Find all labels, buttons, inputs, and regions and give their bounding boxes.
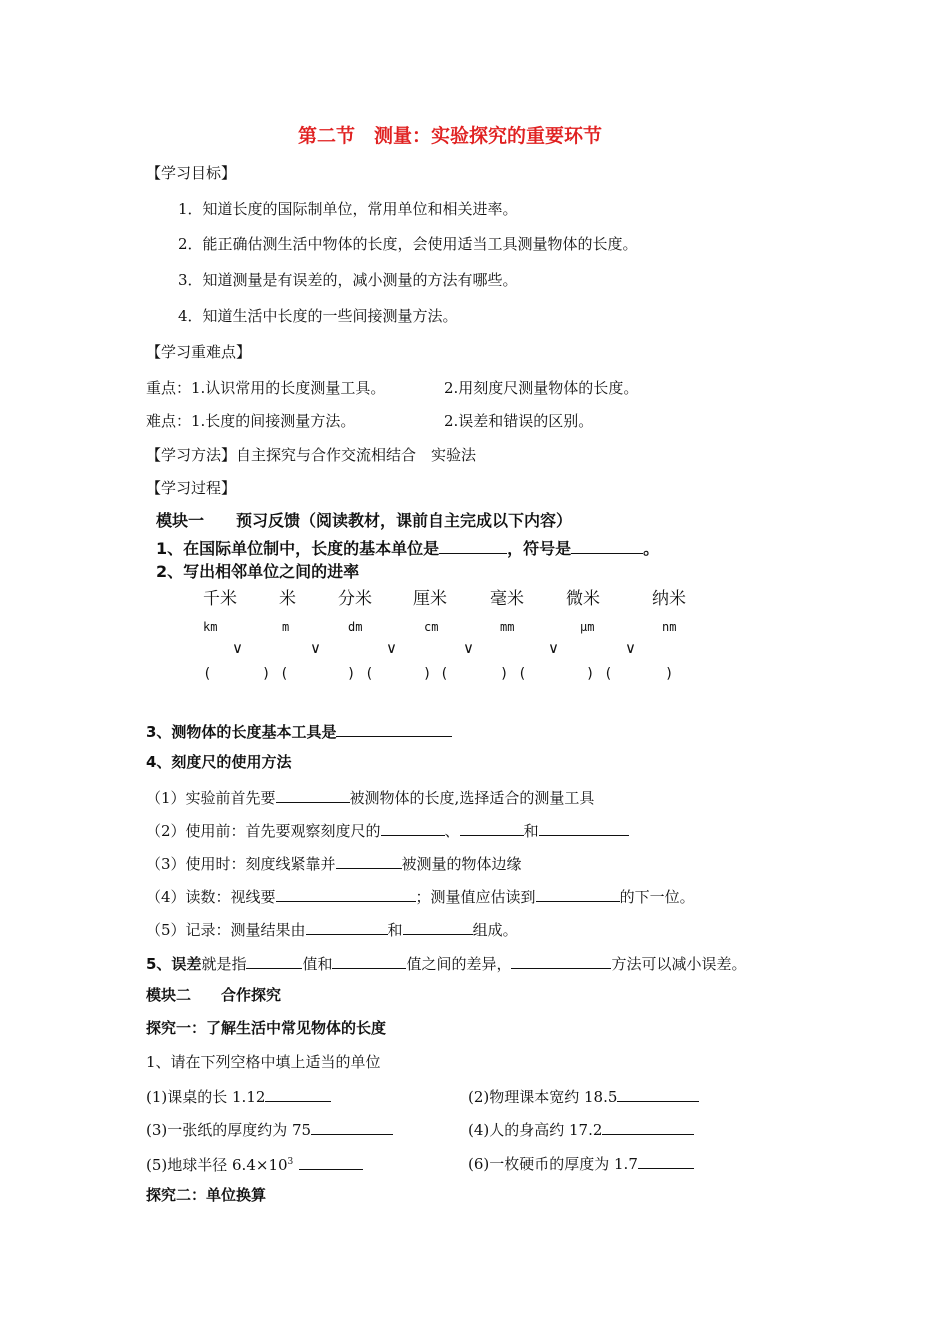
q5-text: 值和 bbox=[302, 955, 333, 973]
q5-text: 值之间的差异， bbox=[406, 955, 512, 973]
blank[interactable] bbox=[403, 918, 473, 935]
q5 bbox=[146, 952, 747, 974]
explore1-item-2 bbox=[468, 1085, 699, 1107]
vee-mark: ∨ bbox=[548, 639, 559, 657]
explore2-heading: 探究二：单位换算 bbox=[146, 1186, 267, 1204]
blank[interactable] bbox=[311, 1118, 393, 1135]
module1-q2: 2、写出相邻单位之间的进率 bbox=[156, 562, 360, 581]
step-text: ；测量值应估读到 bbox=[415, 888, 536, 906]
step-text: 组成。 bbox=[472, 921, 518, 939]
unit-symbol: μm bbox=[580, 620, 595, 634]
paren: ) bbox=[586, 666, 595, 682]
objective-item: 3．知道测量是有误差的，减小测量的方法有哪些。 bbox=[178, 271, 518, 289]
q1-text-2: ，符号是 bbox=[507, 539, 572, 558]
q5-label: 5、误差 bbox=[146, 955, 202, 973]
step-text: 的下一位。 bbox=[619, 888, 695, 906]
blank[interactable] bbox=[276, 885, 416, 902]
unit-cn: 千米 bbox=[203, 589, 237, 609]
paren: ( bbox=[604, 666, 613, 682]
q4-heading: 4、刻度尺的使用方法 bbox=[146, 753, 292, 771]
explore1-question: 1、请在下列空格中填上适当的单位 bbox=[146, 1053, 381, 1071]
q4-step-2 bbox=[146, 819, 629, 841]
step-text: （2）使用前：首先要观察刻度尺的 bbox=[146, 822, 381, 840]
q4-step-3 bbox=[146, 852, 522, 874]
blank[interactable] bbox=[511, 952, 611, 969]
module1-q1 bbox=[156, 537, 659, 559]
item-text: (1)课桌的长 1.12 bbox=[146, 1088, 266, 1106]
vee-mark: ∨ bbox=[310, 639, 321, 657]
blank[interactable] bbox=[265, 1085, 331, 1102]
unit-symbol: nm bbox=[662, 620, 677, 634]
key-point-1: 重点：1.认识常用的长度测量工具。 bbox=[146, 379, 386, 397]
exponent: 3 bbox=[287, 1157, 294, 1167]
blank[interactable] bbox=[617, 1085, 699, 1102]
paren: ) bbox=[262, 666, 271, 682]
key-point-2: 2.用刻度尺测量物体的长度。 bbox=[444, 379, 639, 397]
objective-item: 4．知道生活中长度的一些间接测量方法。 bbox=[178, 307, 458, 325]
unit-cn: 微米 bbox=[566, 589, 600, 609]
unit-symbol: mm bbox=[500, 620, 515, 634]
unit-cn: 毫米 bbox=[490, 589, 524, 609]
vee-mark: ∨ bbox=[386, 639, 397, 657]
blank[interactable] bbox=[539, 819, 629, 836]
paren: ) bbox=[347, 666, 356, 682]
step-text: （5）记录：测量结果由 bbox=[146, 921, 306, 939]
step-text: （3）使用时：刻度线紧靠并 bbox=[146, 855, 336, 873]
paren: ( bbox=[365, 666, 374, 682]
item-text: (5)地球半径 6.4×10 bbox=[146, 1156, 288, 1174]
paren: ) bbox=[500, 666, 509, 682]
q4-step-5 bbox=[146, 918, 518, 940]
module2-heading: 模块二 合作探究 bbox=[146, 986, 282, 1004]
blank[interactable] bbox=[571, 537, 643, 554]
process-heading: 【学习过程】 bbox=[146, 479, 237, 497]
q5-text: 方法可以减小误差。 bbox=[611, 955, 747, 973]
objectives-heading: 【学习目标】 bbox=[146, 164, 237, 182]
blank[interactable] bbox=[439, 537, 507, 554]
step-text: 和 bbox=[523, 822, 539, 840]
difficulty-1: 难点：1.长度的间接测量方法。 bbox=[146, 412, 356, 430]
blank[interactable] bbox=[306, 918, 388, 935]
blank[interactable] bbox=[299, 1153, 363, 1170]
step-text: 、 bbox=[444, 822, 460, 840]
step-text: （1）实验前首先要 bbox=[146, 789, 276, 807]
difficulty-2: 2.误差和错误的区别。 bbox=[444, 412, 594, 430]
unit-symbol: cm bbox=[424, 620, 439, 634]
objective-item: 2．能正确估测生活中物体的长度，会使用适当工具测量物体的长度。 bbox=[178, 235, 638, 253]
blank[interactable] bbox=[638, 1152, 694, 1169]
q1-text-3: 。 bbox=[643, 539, 660, 558]
blank[interactable] bbox=[332, 952, 406, 969]
vee-mark: ∨ bbox=[463, 639, 474, 657]
unit-symbol: dm bbox=[348, 620, 363, 634]
blank[interactable] bbox=[336, 720, 452, 737]
blank[interactable] bbox=[536, 885, 620, 902]
vee-mark: ∨ bbox=[625, 639, 636, 657]
explore1-item-5 bbox=[146, 1152, 363, 1175]
q5-text: 就是指 bbox=[201, 955, 247, 973]
q4-step-4 bbox=[146, 885, 695, 907]
objective-item: 1．知道长度的国际制单位，常用单位和相关进率。 bbox=[178, 200, 518, 218]
blank[interactable] bbox=[246, 952, 302, 969]
q3-text: 3、测物体的长度基本工具是 bbox=[146, 723, 337, 741]
item-text: (6)一枚硬币的厚度为 1.7 bbox=[468, 1155, 638, 1173]
unit-cn: 米 bbox=[279, 589, 296, 609]
item-text: (2)物理课本宽约 18.5 bbox=[468, 1088, 618, 1106]
blank[interactable] bbox=[336, 852, 402, 869]
unit-symbol: km bbox=[203, 620, 218, 634]
paren: ( bbox=[518, 666, 527, 682]
q1-text: 1、在国际单位制中，长度的基本单位是 bbox=[156, 539, 440, 558]
blank[interactable] bbox=[460, 819, 524, 836]
vee-mark: ∨ bbox=[232, 639, 243, 657]
explore1-heading: 探究一：了解生活中常见物体的长度 bbox=[146, 1019, 387, 1037]
paren: ( bbox=[280, 666, 289, 682]
paren: ) bbox=[423, 666, 432, 682]
unit-symbol: m bbox=[282, 620, 290, 634]
step-text: 被测物体的长度,选择适合的测量工具 bbox=[349, 789, 595, 807]
page-title: 第二节 测量：实验探究的重要环节 bbox=[298, 125, 603, 147]
step-text: 和 bbox=[387, 921, 403, 939]
explore1-item-1 bbox=[146, 1085, 331, 1107]
blank[interactable] bbox=[276, 786, 350, 803]
step-text: 被测量的物体边缘 bbox=[401, 855, 522, 873]
explore1-item-6 bbox=[468, 1152, 694, 1174]
method-line: 【学习方法】自主探究与合作交流相结合 实验法 bbox=[146, 446, 477, 464]
unit-cn: 厘米 bbox=[413, 589, 447, 609]
blank[interactable] bbox=[381, 819, 445, 836]
explore1-item-3 bbox=[146, 1118, 393, 1140]
q3 bbox=[146, 720, 452, 742]
step-text: （4）读数：视线要 bbox=[146, 888, 276, 906]
paren: ( bbox=[203, 666, 212, 682]
module1-heading: 模块一 预习反馈（阅读教材，课前自主完成以下内容） bbox=[156, 511, 573, 530]
item-text: (3)一张纸的厚度约为 75 bbox=[146, 1121, 312, 1139]
explore1-item-4 bbox=[468, 1118, 694, 1140]
blank[interactable] bbox=[602, 1118, 694, 1135]
unit-cn: 纳米 bbox=[652, 589, 686, 609]
keypoints-heading: 【学习重难点】 bbox=[146, 343, 252, 361]
q4-step-1 bbox=[146, 786, 594, 808]
unit-cn: 分米 bbox=[338, 589, 372, 609]
paren: ) bbox=[665, 666, 674, 682]
paren: ( bbox=[440, 666, 449, 682]
item-text: (4)人的身高约 17.2 bbox=[468, 1121, 603, 1139]
